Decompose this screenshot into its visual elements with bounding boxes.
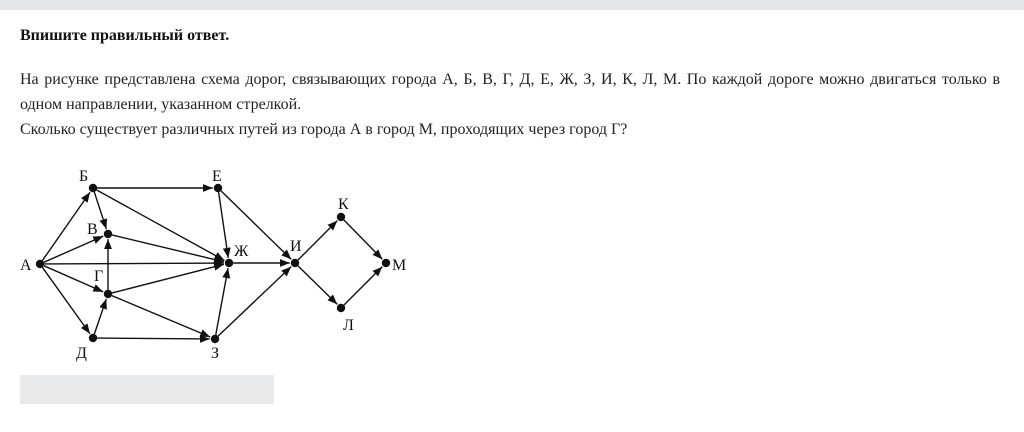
road-arrow-i-l: [298, 266, 337, 304]
city-node-l: [337, 304, 345, 312]
city-node-k: [337, 213, 345, 221]
city-label-a: А: [20, 257, 32, 274]
road-arrow-v-zh: [112, 235, 224, 262]
road-arrow-e-i: [221, 191, 291, 259]
road-arrow-b-zh: [97, 190, 225, 260]
city-node-e: [214, 184, 222, 192]
city-label-e: Е: [212, 168, 222, 185]
city-node-a: [36, 260, 44, 268]
top-bar: [0, 0, 1024, 10]
road-arrow-a-zh: [44, 263, 224, 264]
city-node-i: [291, 259, 299, 267]
road-arrow-d-g: [94, 299, 106, 334]
task-paragraph-question: Сколько существует различных путей из города А в город М, проходящих через город Г?: [20, 121, 628, 138]
task-paragraph-roads: На рисунке представлена схема дорог, связывающих города А, Б, В, Г, Д, Е, Ж, З, И, К, Л, М. По каждой дороге можно двигаться только в одном направлении, указанном стрелкой.: [20, 71, 1000, 113]
road-arrow-g-zh: [112, 264, 224, 293]
answer-input[interactable]: [20, 375, 274, 404]
city-label-i: И: [290, 238, 302, 255]
city-label-d: Д: [76, 345, 87, 362]
road-arrow-i-k: [298, 221, 337, 260]
task-heading: Впишите правильный ответ.: [20, 27, 230, 44]
road-graph: [0, 150, 440, 370]
city-node-d: [89, 334, 97, 342]
road-arrow-g-z: [112, 296, 210, 337]
road-arrow-k-m: [344, 220, 382, 259]
city-node-zh: [225, 259, 233, 267]
city-label-l: Л: [343, 317, 354, 334]
city-label-k: К: [338, 196, 349, 213]
city-label-zh: Ж: [234, 243, 249, 260]
city-node-v: [104, 230, 112, 238]
city-label-v: В: [87, 221, 98, 238]
city-node-m: [382, 259, 390, 267]
city-label-b: Б: [79, 168, 89, 185]
road-arrow-z-i: [218, 267, 291, 337]
road-arrow-d-z: [97, 338, 210, 339]
city-label-m: М: [392, 257, 407, 274]
road-arrow-a-d: [42, 267, 90, 333]
road-arrow-l-m: [344, 267, 382, 305]
city-node-b: [89, 184, 97, 192]
city-node-z: [211, 335, 219, 343]
road-arrow-z-zh: [216, 268, 228, 335]
graph-labels: [20, 168, 406, 362]
graph-edges: [42, 188, 382, 339]
road-arrow-e-zh: [219, 192, 229, 258]
city-label-z: З: [211, 345, 220, 362]
road-arrow-a-b: [42, 192, 90, 260]
task-text: [20, 67, 1000, 142]
road-arrow-a-v: [44, 236, 103, 262]
city-node-g: [104, 290, 112, 298]
city-label-g: Г: [94, 268, 104, 285]
